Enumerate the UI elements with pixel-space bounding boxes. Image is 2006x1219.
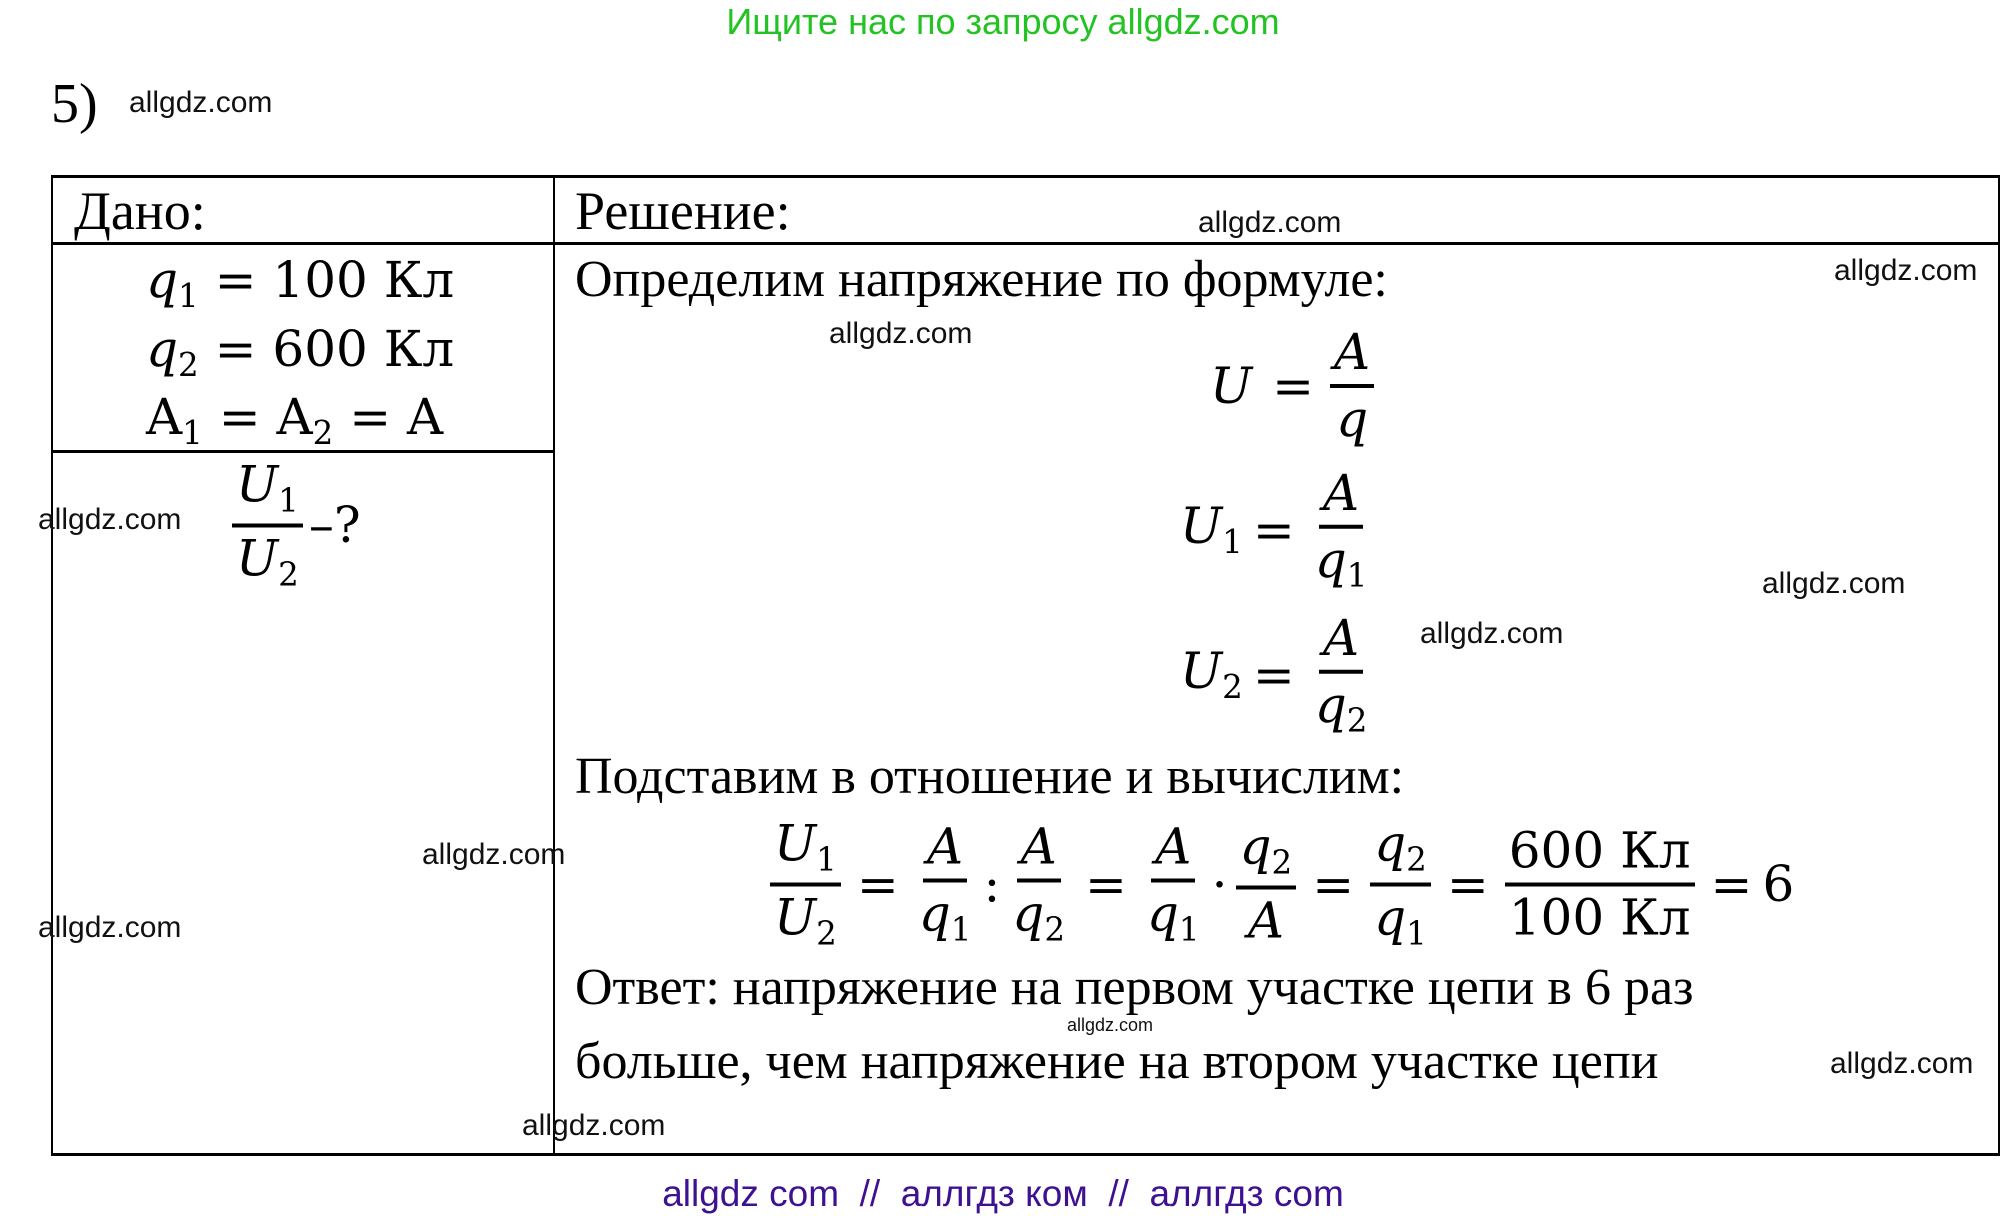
denominator: q (918, 884, 951, 943)
var: q (146, 320, 179, 379)
sub: 1 (1406, 913, 1427, 952)
sub: 2 (1346, 701, 1368, 740)
solution-header: Решение: (575, 181, 791, 241)
equals: = (1252, 501, 1295, 559)
answer-line-2: больше, чем напряжение на втором участке цепи (575, 1033, 1659, 1090)
numerator: U (774, 814, 817, 873)
equals: = (1252, 646, 1295, 704)
ratio-equation (764, 814, 1795, 952)
watermark: allgdz.com (1834, 254, 1978, 287)
sub: 1 (1346, 556, 1368, 595)
fraction (1008, 817, 1069, 949)
formula-u2 (1180, 608, 1377, 740)
sub: 2 (1406, 840, 1427, 879)
header-divider (51, 242, 2000, 245)
operator: = (1446, 855, 1489, 913)
denominator: q (1314, 675, 1347, 734)
lhs: U (1180, 497, 1223, 555)
watermark: allgdz.com (1067, 1015, 1154, 1035)
lhs: U (1210, 357, 1253, 415)
question-mark: –? (308, 496, 361, 554)
sub: 1 (1222, 522, 1243, 561)
sub: 2 (312, 413, 334, 452)
formula-u (1200, 325, 1380, 447)
numerator: U (236, 455, 279, 514)
column-divider (553, 175, 555, 1156)
sub: 1 (1178, 910, 1200, 949)
numerator: A (1330, 325, 1374, 388)
given-q2 (146, 320, 454, 384)
fraction (1143, 817, 1204, 949)
operator: = (856, 855, 899, 913)
lhs: U (1180, 642, 1223, 700)
watermark: allgdz.com (522, 1109, 666, 1142)
watermark: allgdz.com (1830, 1047, 1974, 1080)
substitute-text: Подставим в отношение и вычислим: (575, 748, 1405, 805)
denominator: q (1314, 530, 1347, 589)
find-ratio (226, 455, 361, 593)
denominator: q (1012, 884, 1045, 943)
watermark: allgdz.com (1198, 206, 1342, 239)
sub: 2 (1044, 910, 1065, 949)
numerator: A (1319, 466, 1363, 529)
watermark: allgdz.com (38, 503, 182, 536)
numerator: A (1017, 820, 1061, 883)
denominator: U (774, 888, 817, 946)
solution-intro: Определим напряжение по формуле: (575, 251, 1388, 308)
given-q1 (146, 251, 454, 315)
sub: 2 (1222, 667, 1243, 706)
value: = A (218, 388, 313, 447)
denominator: q (1146, 884, 1179, 943)
sub: 2 (178, 345, 199, 384)
sub: 1 (178, 276, 199, 315)
fraction (1311, 463, 1372, 595)
fraction (1505, 823, 1695, 945)
numerator: q (1374, 814, 1407, 873)
sub: 2 (816, 913, 837, 952)
numerator: A (1151, 820, 1195, 883)
watermark: allgdz.com (829, 317, 973, 350)
denominator: q (1336, 390, 1369, 448)
watermark: allgdz.com (129, 86, 273, 119)
fraction (232, 455, 303, 593)
value: = A (349, 388, 444, 447)
answer-line-1: Ответ: напряжение на первом участке цепи в 6 раз (575, 959, 1694, 1016)
fraction (1311, 608, 1372, 740)
sub: 1 (950, 910, 972, 949)
numerator: A (923, 820, 967, 883)
equals: = (1272, 357, 1315, 415)
formula-u1 (1180, 463, 1377, 595)
fraction (1236, 817, 1297, 950)
fraction (1370, 814, 1431, 952)
value: = 100 Кл (214, 251, 455, 310)
operator: = (1710, 855, 1753, 913)
sub: 1 (816, 840, 837, 879)
var: A (146, 388, 183, 447)
fraction (915, 817, 976, 949)
operator: : (983, 855, 1001, 913)
fraction (770, 814, 841, 952)
footer-links: allgdz com // аллгдз ком // аллгдз com (662, 1173, 1344, 1214)
var: q (146, 251, 179, 310)
operator: = (1085, 855, 1127, 913)
problem-number: 5) (51, 73, 98, 135)
denominator: q (1374, 888, 1407, 946)
operator: = (1312, 855, 1355, 913)
search-banner: Ищите нас по запросу allgdz.com (726, 1, 1280, 42)
sub: 2 (278, 554, 299, 593)
numerator: 600 Кл (1505, 823, 1695, 886)
given-header: Дано: (74, 181, 206, 241)
result: 6 (1762, 855, 1795, 913)
fraction (1330, 325, 1374, 447)
watermark: allgdz.com (1420, 617, 1564, 650)
sub: 2 (1271, 843, 1293, 882)
denominator: U (236, 529, 279, 587)
operator: · (1211, 855, 1228, 913)
given-work (146, 388, 443, 452)
watermark: allgdz.com (422, 838, 566, 871)
denominator: 100 Кл (1508, 888, 1691, 946)
watermark: allgdz.com (38, 911, 182, 944)
sub: 1 (182, 413, 203, 452)
watermark: allgdz.com (1762, 567, 1906, 600)
numerator: q (1239, 817, 1272, 876)
numerator: A (1319, 611, 1363, 674)
denominator: A (1247, 891, 1284, 950)
sub: 1 (278, 481, 299, 520)
value: = 600 Кл (214, 320, 455, 379)
